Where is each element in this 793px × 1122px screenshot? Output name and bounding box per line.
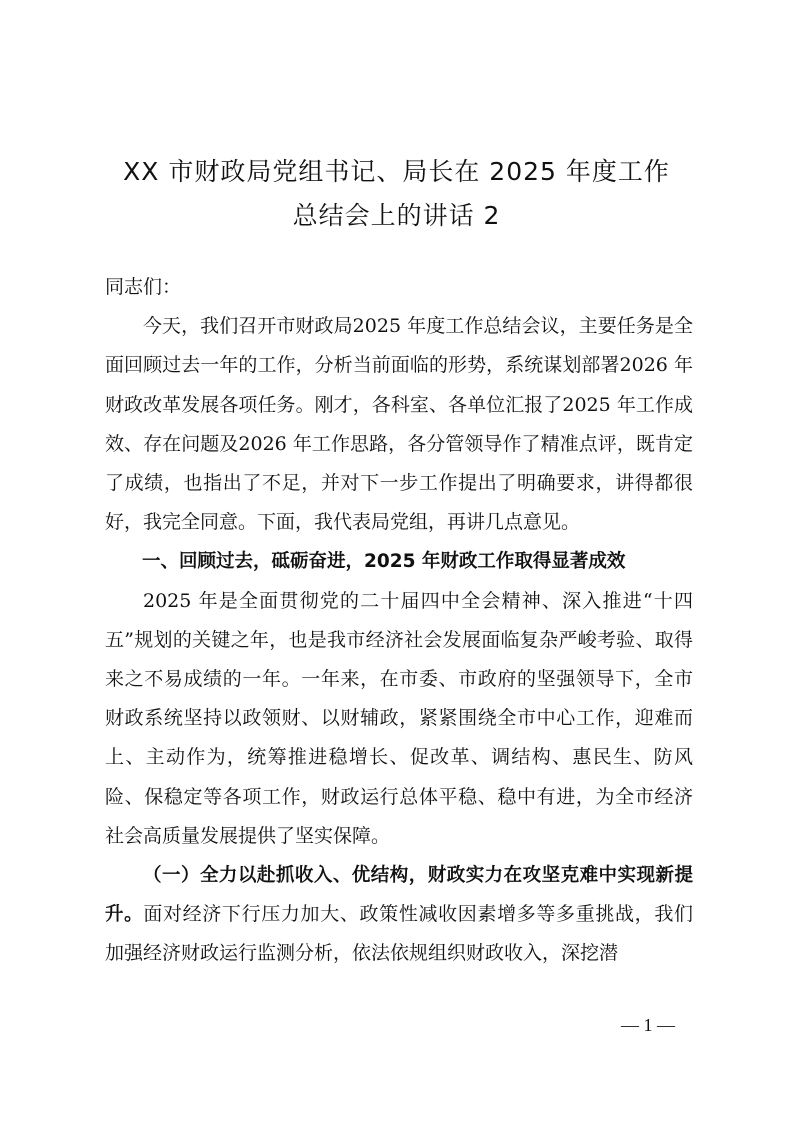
document-title-line-1: XX 市财政局党组书记、局长在 2025 年度工作: [123, 157, 670, 186]
section-heading-1: 一、回顾过去，砥砺奋进，2025 年财政工作取得显著成效: [142, 551, 626, 573]
subheading-revenue: （一）全力以赴抓收入、优结构，财政实力在攻坚克难中实现新提升。: [105, 865, 693, 926]
document-title-line-2: 总结会上的讲话 2: [292, 201, 501, 230]
salutation: 同志们：: [105, 276, 182, 298]
page-number: — 1 —: [621, 1015, 675, 1035]
paragraph-revenue-text: 面对经济下行压力加大、政策性减收因素增多等多重挑战，我们加强经济财政运行监测分析，依法依规组织财政收入，深挖潜: [105, 903, 693, 965]
document-body: [105, 268, 693, 974]
paragraph-revenue: [105, 856, 693, 974]
paragraph-review: 2025 年是全面贯彻党的二十届四中全会精神、深入推进“十四五”规划的关键之年，也是我市经济社会发展面临复杂严峻考验、取得来之不易成绩的一年。一年来，在市委、市政府的坚强领导下，全市财政系统坚持以政领财、以财辅政，紧紧围绕全市中心工作，迎难而上、主动作为，统筹推进稳增长、促改革、调结构、惠民生、防风险、保稳定等各项工作，财政运行总体平稳、稳中有进，为全市经济社会高质量发展提供了坚实保障。: [105, 589, 693, 847]
paragraph-opening: 今天，我们召开市财政局2025 年度工作总结会议，主要任务是全面回顾过去一年的工作，分析当前面临的形势，系统谋划部署2026 年财政改革发展各项任务。刚才，各科室、各单位汇报了2025 年工作成效、存在问题及2026 年工作思路，各分管领导作了精准点评，既肯定了成绩，也指出了不足，并对下一步工作提出了明确要求，讲得都很好，我完全同意。下面，我代表局党组，再讲几点意见。: [105, 315, 693, 534]
